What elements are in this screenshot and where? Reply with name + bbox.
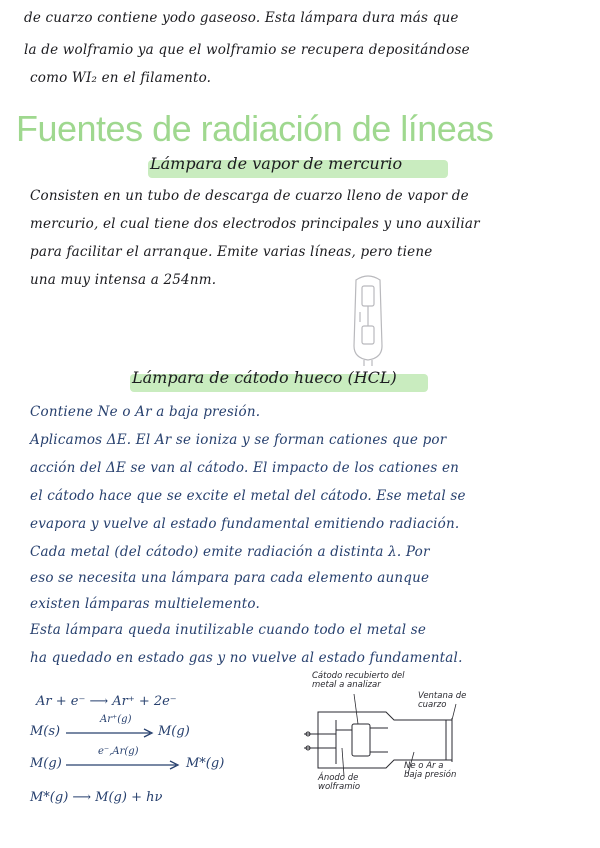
equation-sputter-over: Ar⁺(g) bbox=[100, 714, 132, 725]
hollow-line: Contiene Ne o Ar a baja presión. bbox=[30, 404, 261, 420]
intro-line: de cuarzo contiene yodo gaseoso. Esta lámpara dura más que bbox=[24, 10, 459, 26]
intro-line: como WI₂ en el filamento. bbox=[30, 70, 212, 86]
hollow-line: evapora y vuelve al estado fundamental emitiendo radiación. bbox=[30, 516, 460, 532]
gas-label-line: Ne o Ar a bbox=[404, 761, 444, 771]
hollow-line: acción del ΔE se van al cátodo. El impacto de los cationes en bbox=[30, 460, 460, 476]
hollow-line: eso se necesita una lámpara para cada elemento aunque bbox=[30, 570, 430, 586]
hollow-line: existen lámparas multielemento. bbox=[30, 596, 260, 612]
window-label-line: cuarzo bbox=[418, 700, 447, 710]
cathode-label-line: metal a analizar bbox=[312, 680, 381, 690]
anode-label-line: wolframio bbox=[318, 782, 361, 792]
equation-sputter-left: M(s) bbox=[30, 724, 61, 739]
anode-label bbox=[318, 774, 360, 792]
equation-excite-right: M*(g) bbox=[186, 756, 225, 771]
mercury-heading: Lámpara de vapor de mercurio bbox=[150, 154, 403, 173]
hollow-heading: Lámpara de cátodo hueco (HCL) bbox=[132, 368, 397, 387]
equation-ionization: Ar + e⁻ ⟶ Ar⁺ + 2e⁻ bbox=[36, 694, 177, 709]
equation-emission: M*(g) ⟶ M(g) + hν bbox=[30, 790, 163, 805]
window-label bbox=[418, 692, 466, 710]
section-title: Fuentes de radiación de líneas bbox=[16, 108, 494, 149]
mercury-line: una muy intensa a 254nm. bbox=[30, 272, 217, 288]
equation-excite-over: e⁻,Ar(g) bbox=[98, 746, 139, 757]
window-label-line: Ventana de bbox=[418, 691, 467, 701]
mercury-lamp-sketch bbox=[338, 272, 398, 368]
anode-label-line: Ánodo de bbox=[318, 773, 359, 783]
gas-label-line: baja presión bbox=[404, 770, 457, 780]
hollow-line: Cada metal (del cátodo) emite radiación a distinta λ. Por bbox=[30, 544, 430, 560]
cathode-label bbox=[312, 672, 404, 690]
equation-sputter-right: M(g) bbox=[158, 724, 190, 739]
intro-line: la de wolframio ya que el wolframio se recupera depositándose bbox=[24, 42, 470, 58]
hollow-line: Esta lámpara queda inutilizable cuando todo el metal se bbox=[30, 622, 427, 638]
cathode-label-line: Cátodo recubierto del bbox=[312, 671, 405, 681]
gas-label bbox=[404, 762, 456, 780]
mercury-line: Consisten en un tubo de descarga de cuarzo lleno de vapor de bbox=[30, 188, 469, 204]
reaction-arrow-icon bbox=[64, 728, 156, 738]
equation-excite-left: M(g) bbox=[30, 756, 62, 771]
mercury-line: mercurio, el cual tiene dos electrodos principales y uno auxiliar bbox=[30, 216, 480, 232]
reaction-arrow-icon bbox=[64, 760, 182, 770]
mercury-line: para facilitar el arranque. Emite varias líneas, pero tiene bbox=[30, 244, 433, 260]
hollow-line: Aplicamos ΔE. El Ar se ioniza y se forman cationes que por bbox=[30, 432, 447, 448]
hollow-line: el cátodo hace que se excite el metal del cátodo. Ese metal se bbox=[30, 488, 466, 504]
hollow-line: ha quedado en estado gas y no vuelve al estado fundamental. bbox=[30, 650, 463, 666]
